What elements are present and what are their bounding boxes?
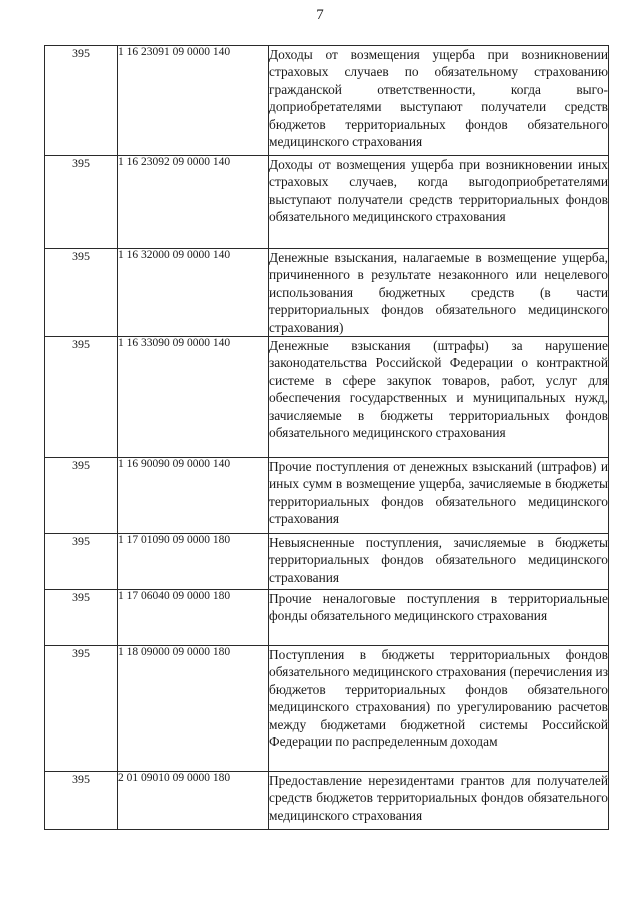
revenue-description-cell: Предоставление нерезидентами грантов для получателей средств бюджетов территориальных фондов обязательного медицинского страхования bbox=[269, 772, 609, 830]
revenue-description-cell: Невыясненные поступления, зачисляемые в бюджеты территориальных фондов обязательного медицинского страхования bbox=[269, 534, 609, 590]
budget-classification-code-cell: 1 16 33090 09 0000 140 bbox=[118, 337, 269, 458]
revenue-description-cell: Поступления в бюджеты территориальных фондов обязательного медицинского страхования (перечисления из бюджетов территориальных фондов обязательного медицинского страхования) по урегулированию расчетов между бюджетами бюджетной системы Российской Федерации по распределенным доходам bbox=[269, 646, 609, 772]
revenue-description-cell: Доходы от возмещения ущерба при возникновении страховых случаев по обязательному страхованию гражданской ответственности, когда выгодоприобретателями выступают получатели средств бюджетов территориальных фондов обязательного медицинского страхования bbox=[269, 46, 609, 156]
admin-code-cell: 395 bbox=[45, 337, 118, 458]
admin-code-cell: 395 bbox=[45, 249, 118, 337]
budget-classification-code-cell: 1 16 23092 09 0000 140 bbox=[118, 156, 269, 249]
table-row bbox=[45, 646, 609, 772]
budget-classification-code-cell: 2 01 09010 09 0000 180 bbox=[118, 772, 269, 830]
admin-code-cell: 395 bbox=[45, 458, 118, 534]
budget-classification-code-cell: 1 17 06040 09 0000 180 bbox=[118, 590, 269, 646]
budget-classification-code-cell: 1 16 23091 09 0000 140 bbox=[118, 46, 269, 156]
budget-classification-code-cell: 1 17 01090 09 0000 180 bbox=[118, 534, 269, 590]
table-row bbox=[45, 458, 609, 534]
revenue-codes-table bbox=[44, 45, 609, 830]
admin-code-cell: 395 bbox=[45, 646, 118, 772]
table-row bbox=[45, 46, 609, 156]
revenue-description-cell: Доходы от возмещения ущерба при возникновении иных страховых случаев, когда выгодоприобретателями выступают получатели средств территориальных фондов обязательного медицинского страхования bbox=[269, 156, 609, 249]
budget-classification-code-cell: 1 18 09000 09 0000 180 bbox=[118, 646, 269, 772]
admin-code-cell: 395 bbox=[45, 46, 118, 156]
budget-classification-code-cell: 1 16 32000 09 0000 140 bbox=[118, 249, 269, 337]
admin-code-cell: 395 bbox=[45, 590, 118, 646]
admin-code-cell: 395 bbox=[45, 156, 118, 249]
table-row bbox=[45, 534, 609, 590]
admin-code-cell: 395 bbox=[45, 772, 118, 830]
revenue-description-cell: Денежные взыскания (штрафы) за нарушение законодательства Российской Федерации о контрактной системе в сфере закупок товаров, работ, услуг для обеспечения государственных и муниципальных нужд, зачисляемые в бюджеты территориальных фондов обязательного медицинского страхования bbox=[269, 337, 609, 458]
table-body bbox=[45, 46, 609, 830]
revenue-description-cell: Прочие неналоговые поступления в территориальные фонды обязательного медицинского страхования bbox=[269, 590, 609, 646]
revenue-description-cell: Денежные взыскания, налагаемые в возмещение ущерба, причиненного в результате незаконного или нецелевого использования бюджетных средств (в части территориальных фондов обязательного медицинского страхования) bbox=[269, 250, 608, 335]
admin-code-cell: 395 bbox=[45, 534, 118, 590]
page-number: 7 bbox=[316, 7, 324, 23]
table-row bbox=[45, 156, 609, 249]
table-row bbox=[45, 590, 609, 646]
budget-classification-code-cell: 1 16 90090 09 0000 140 bbox=[118, 458, 269, 534]
table-row bbox=[45, 249, 609, 337]
revenue-description-cell: Прочие поступления от денежных взысканий (штрафов) и иных сумм в возмещение ущерба, зачисляемые в бюджеты территориальных фондов обязательного медицинского страхования bbox=[269, 458, 609, 534]
table-row bbox=[45, 772, 609, 830]
table-row bbox=[45, 337, 609, 458]
